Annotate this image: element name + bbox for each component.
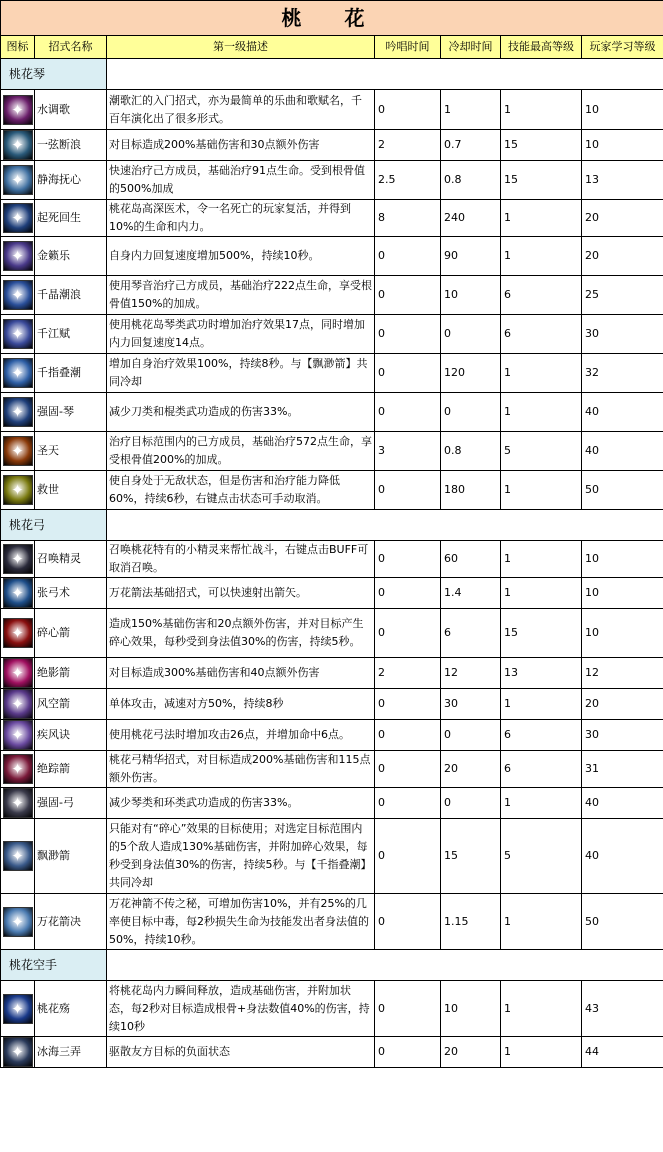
table-row xyxy=(1,981,663,1037)
skill-name: 万花箭决 xyxy=(35,894,107,950)
skill-name: 飘渺箭 xyxy=(35,819,107,894)
cast-time: 0 xyxy=(375,354,441,393)
max-skill-level: 1 xyxy=(501,894,582,950)
learn-level: 10 xyxy=(582,130,663,161)
cast-time: 8 xyxy=(375,200,441,237)
skill-name: 疾风诀 xyxy=(35,720,107,751)
skill-name: 千江赋 xyxy=(35,315,107,354)
cast-time: 0 xyxy=(375,471,441,510)
cooldown-time: 1.4 xyxy=(441,578,501,609)
cooldown-time: 0.8 xyxy=(441,432,501,471)
cooldown-time: 15 xyxy=(441,819,501,894)
skill-name: 救世 xyxy=(35,471,107,510)
icon-cell xyxy=(1,894,35,950)
icon-cell xyxy=(1,751,35,788)
learn-level: 40 xyxy=(582,393,663,432)
skill-description: 召唤桃花特有的小精灵来帮忙战斗，右键点击BUFF可取消召唤。 xyxy=(107,541,375,578)
table-row xyxy=(1,315,663,354)
pink-slash-icon[interactable]: ✦ xyxy=(3,658,33,688)
icon-cell xyxy=(1,393,35,432)
cast-time: 0 xyxy=(375,788,441,819)
cast-time: 0 xyxy=(375,541,441,578)
table-row xyxy=(1,751,663,788)
blue-strike-icon[interactable]: ✦ xyxy=(3,994,33,1024)
skill-name: 千晶潮浪 xyxy=(35,276,107,315)
skill-name: 水调歌 xyxy=(35,90,107,130)
whirlwind-icon[interactable]: ✦ xyxy=(3,720,33,750)
skill-name: 起死回生 xyxy=(35,200,107,237)
cooldown-time: 60 xyxy=(441,541,501,578)
skill-description: 治疗目标范围内的己方成员，基础治疗572点生命，享受根骨值200%的加成。 xyxy=(107,432,375,471)
max-skill-level: 1 xyxy=(501,354,582,393)
learn-level: 10 xyxy=(582,609,663,658)
max-skill-level: 13 xyxy=(501,658,582,689)
skill-description: 快速治疗己方成员，基础治疗91点生命。受到根骨值的500%加成 xyxy=(107,161,375,200)
wind-arrow-icon[interactable]: ✦ xyxy=(3,689,33,719)
table-row xyxy=(1,90,663,130)
learn-level: 30 xyxy=(582,720,663,751)
max-skill-level: 1 xyxy=(501,788,582,819)
max-skill-level: 1 xyxy=(501,237,582,276)
learn-level: 13 xyxy=(582,161,663,200)
cast-time: 2 xyxy=(375,130,441,161)
table-row xyxy=(1,541,663,578)
header-desc: 第一级描述 xyxy=(107,36,375,59)
skill-name: 桃花殇 xyxy=(35,981,107,1037)
header-cooldown: 冷却时间 xyxy=(441,36,501,59)
skill-name: 绝踪箭 xyxy=(35,751,107,788)
icon-cell xyxy=(1,432,35,471)
skill-name: 强固-琴 xyxy=(35,393,107,432)
table-row xyxy=(1,689,663,720)
cast-time: 0 xyxy=(375,315,441,354)
table-row xyxy=(1,130,663,161)
skill-description: 万花箭法基础招式，可以快速射出箭矢。 xyxy=(107,578,375,609)
skill-description: 桃花岛高深医术，令一名死亡的玩家复活，并得到10%的生命和内力。 xyxy=(107,200,375,237)
table-row xyxy=(1,1037,663,1068)
max-skill-level: 6 xyxy=(501,315,582,354)
learn-level: 10 xyxy=(582,578,663,609)
icon-cell xyxy=(1,161,35,200)
skill-description: 自身内力回复速度增加500%，持续10秒。 xyxy=(107,237,375,276)
cooldown-time: 20 xyxy=(441,751,501,788)
max-skill-level: 1 xyxy=(501,1037,582,1068)
max-skill-level: 15 xyxy=(501,609,582,658)
header-max-level: 技能最高等级 xyxy=(501,36,582,59)
crescent-icon[interactable]: ✦ xyxy=(3,788,33,818)
flame-icon[interactable]: ✦ xyxy=(3,436,33,466)
heal-wave-icon[interactable]: ✦ xyxy=(3,165,33,195)
skill-name: 圣天 xyxy=(35,432,107,471)
table-row xyxy=(1,788,663,819)
table-row xyxy=(1,658,663,689)
table-row xyxy=(1,819,663,894)
skill-description: 桃花弓精华招式，对目标造成200%基础伤害和115点额外伤害。 xyxy=(107,751,375,788)
skill-description: 增加自身治疗效果100%，持续8秒。与【飘渺箭】共同冷却 xyxy=(107,354,375,393)
cooldown-time: 6 xyxy=(441,609,501,658)
ice-arrow-icon[interactable]: ✦ xyxy=(3,907,33,937)
cooldown-time: 120 xyxy=(441,354,501,393)
cast-time: 0 xyxy=(375,689,441,720)
snowflake-icon[interactable]: ✦ xyxy=(3,544,33,574)
icon-cell xyxy=(1,130,35,161)
cooldown-time: 0 xyxy=(441,315,501,354)
page-title: 桃 花 xyxy=(1,1,663,36)
skill-description: 对目标造成200%基础伤害和30点额外伤害 xyxy=(107,130,375,161)
skill-name: 一弦断浪 xyxy=(35,130,107,161)
skill-description: 使用桃花岛琴类武功时增加治疗效果17点，同时增加内力回复速度14点。 xyxy=(107,315,375,354)
table-row xyxy=(1,161,663,200)
max-skill-level: 6 xyxy=(501,720,582,751)
learn-level: 10 xyxy=(582,90,663,130)
skill-description: 只能对有“碎心”效果的目标使用；对选定目标范围内的5个敌人造成130%基础伤害，并附加碎心效果，每秒受到身法值30%的伤害，持续5秒。与【千指叠潮】共同冷却 xyxy=(107,819,375,894)
cooldown-time: 10 xyxy=(441,276,501,315)
learn-level: 20 xyxy=(582,200,663,237)
max-skill-level: 6 xyxy=(501,751,582,788)
cooldown-time: 1.15 xyxy=(441,894,501,950)
icon-cell xyxy=(1,658,35,689)
learn-level: 44 xyxy=(582,1037,663,1068)
category-label: 桃花琴 xyxy=(1,59,107,90)
light-pillar-icon[interactable]: ✦ xyxy=(3,319,33,349)
cast-time: 3 xyxy=(375,432,441,471)
cast-time: 0 xyxy=(375,1037,441,1068)
max-skill-level: 1 xyxy=(501,90,582,130)
table-row xyxy=(1,237,663,276)
cooldown-time: 0 xyxy=(441,788,501,819)
icon-cell xyxy=(1,578,35,609)
icon-cell xyxy=(1,788,35,819)
skill-name: 碎心箭 xyxy=(35,609,107,658)
icon-cell xyxy=(1,981,35,1037)
skill-name: 金籁乐 xyxy=(35,237,107,276)
wave-slash-icon[interactable]: ✦ xyxy=(3,130,33,160)
skill-description: 使用桃花弓法时增加攻击26点，并增加命中6点。 xyxy=(107,720,375,751)
skill-description: 使用琴音治疗己方成员，基础治疗222点生命，享受根骨值150%的加成。 xyxy=(107,276,375,315)
max-skill-level: 15 xyxy=(501,161,582,200)
learn-level: 10 xyxy=(582,541,663,578)
max-skill-level: 1 xyxy=(501,689,582,720)
icon-cell xyxy=(1,90,35,130)
golden-seal-icon[interactable]: ✦ xyxy=(3,475,33,505)
sparkle-icon[interactable]: ✦ xyxy=(3,241,33,271)
shield-icon[interactable]: ✦ xyxy=(3,397,33,427)
table-row xyxy=(1,354,663,393)
cooldown-time: 90 xyxy=(441,237,501,276)
skill-name: 静海抚心 xyxy=(35,161,107,200)
table-row xyxy=(1,276,663,315)
cooldown-time: 0.7 xyxy=(441,130,501,161)
cast-time: 2 xyxy=(375,658,441,689)
learn-level: 40 xyxy=(582,819,663,894)
learn-level: 40 xyxy=(582,432,663,471)
learn-level: 40 xyxy=(582,788,663,819)
category-row xyxy=(1,950,663,981)
max-skill-level: 1 xyxy=(501,578,582,609)
icon-cell xyxy=(1,237,35,276)
table-row xyxy=(1,578,663,609)
music-note-icon[interactable]: ✦ xyxy=(3,95,33,125)
cooldown-time: 30 xyxy=(441,689,501,720)
category-filler xyxy=(107,510,663,541)
max-skill-level: 15 xyxy=(501,130,582,161)
archer-icon[interactable]: ✦ xyxy=(3,578,33,608)
max-skill-level: 1 xyxy=(501,393,582,432)
cast-time: 0 xyxy=(375,393,441,432)
cast-time: 0 xyxy=(375,276,441,315)
icon-cell xyxy=(1,541,35,578)
learn-level: 50 xyxy=(582,471,663,510)
frost-icon[interactable]: ✦ xyxy=(3,1037,33,1067)
icon-cell xyxy=(1,819,35,894)
category-label: 桃花弓 xyxy=(1,510,107,541)
category-row xyxy=(1,59,663,90)
icon-cell xyxy=(1,689,35,720)
max-skill-level: 1 xyxy=(501,541,582,578)
cast-time: 0 xyxy=(375,237,441,276)
cooldown-time: 10 xyxy=(441,981,501,1037)
skill-description: 使自身处于无敌状态，但是伤害和治疗能力降低60%，持续6秒，右键点击状态可手动取消。 xyxy=(107,471,375,510)
header-learn-level: 玩家学习等级 xyxy=(582,36,663,59)
icon-cell xyxy=(1,1037,35,1068)
cast-time: 0 xyxy=(375,90,441,130)
learn-level: 25 xyxy=(582,276,663,315)
cooldown-time: 12 xyxy=(441,658,501,689)
cast-time: 0 xyxy=(375,981,441,1037)
cast-time: 0 xyxy=(375,819,441,894)
skill-description: 对目标造成300%基础伤害和40点额外伤害 xyxy=(107,658,375,689)
cooldown-time: 0 xyxy=(441,393,501,432)
header-row xyxy=(1,36,663,59)
revive-figure-icon[interactable]: ✦ xyxy=(3,203,33,233)
table-row xyxy=(1,471,663,510)
learn-level: 31 xyxy=(582,751,663,788)
skill-description: 造成150%基础伤害和20点额外伤害，并对目标产生碎心效果，每秒受到身法值30%的伤害，持续5秒。 xyxy=(107,609,375,658)
table-row xyxy=(1,894,663,950)
cooldown-time: 240 xyxy=(441,200,501,237)
skill-name: 张弓术 xyxy=(35,578,107,609)
skill-name: 风空箭 xyxy=(35,689,107,720)
skill-name: 千指叠潮 xyxy=(35,354,107,393)
header-name: 招式名称 xyxy=(35,36,107,59)
cooldown-time: 1 xyxy=(441,90,501,130)
learn-level: 30 xyxy=(582,315,663,354)
skill-description: 潮歌汇的入门招式，亦为最简单的乐曲和歌赋名，千百年演化出了很多形式。 xyxy=(107,90,375,130)
skill-name: 绝影箭 xyxy=(35,658,107,689)
table-row xyxy=(1,393,663,432)
learn-level: 20 xyxy=(582,237,663,276)
skill-description: 将桃花岛内力瞬间释放，造成基础伤害，并附加状态，每2秒对目标造成根骨+身法数值40%的伤害，持续10秒 xyxy=(107,981,375,1037)
cooldown-time: 0 xyxy=(441,720,501,751)
icon-cell xyxy=(1,354,35,393)
red-arrow-icon[interactable]: ✦ xyxy=(3,618,33,648)
table-row xyxy=(1,432,663,471)
cast-time: 0 xyxy=(375,894,441,950)
skill-description: 万花神箭不传之秘，可增加伤害10%，并有25%的几率使目标中毒，每2秒损失生命为技能发出者身法值的50%，持续10秒。 xyxy=(107,894,375,950)
cooldown-time: 20 xyxy=(441,1037,501,1068)
skill-description: 减少琴类和环类武功造成的伤害33%。 xyxy=(107,788,375,819)
learn-level: 20 xyxy=(582,689,663,720)
hand-glow-icon[interactable]: ✦ xyxy=(3,358,33,388)
skill-description: 单体攻击，减速对方50%，持续8秒 xyxy=(107,689,375,720)
cooldown-time: 0.8 xyxy=(441,161,501,200)
max-skill-level: 5 xyxy=(501,819,582,894)
skill-name: 强固-弓 xyxy=(35,788,107,819)
skill-name: 冰海三弄 xyxy=(35,1037,107,1068)
skill-description: 驱散友方目标的负面状态 xyxy=(107,1037,375,1068)
title-row xyxy=(1,1,663,36)
category-filler xyxy=(107,59,663,90)
burst-arrow-icon[interactable]: ✦ xyxy=(3,754,33,784)
max-skill-level: 6 xyxy=(501,276,582,315)
icon-cell xyxy=(1,720,35,751)
header-cast: 吟唱时间 xyxy=(375,36,441,59)
cast-time: 0 xyxy=(375,578,441,609)
category-label: 桃花空手 xyxy=(1,950,107,981)
icon-cell xyxy=(1,200,35,237)
max-skill-level: 5 xyxy=(501,432,582,471)
learn-level: 32 xyxy=(582,354,663,393)
max-skill-level: 1 xyxy=(501,200,582,237)
max-skill-level: 1 xyxy=(501,471,582,510)
icon-cell xyxy=(1,609,35,658)
skill-description: 减少刀类和棍类武功造成的伤害33%。 xyxy=(107,393,375,432)
icon-cell xyxy=(1,315,35,354)
learn-level: 12 xyxy=(582,658,663,689)
learn-level: 43 xyxy=(582,981,663,1037)
cooldown-time: 180 xyxy=(441,471,501,510)
table-row xyxy=(1,200,663,237)
learn-level: 50 xyxy=(582,894,663,950)
crystal-wave-icon[interactable]: ✦ xyxy=(3,280,33,310)
category-filler xyxy=(107,950,663,981)
header-icon: 图标 xyxy=(1,36,35,59)
icon-cell xyxy=(1,471,35,510)
cast-time: 0 xyxy=(375,720,441,751)
cast-time: 0 xyxy=(375,751,441,788)
table-row xyxy=(1,609,663,658)
category-row xyxy=(1,510,663,541)
cast-time: 2.5 xyxy=(375,161,441,200)
cast-time: 0 xyxy=(375,609,441,658)
scatter-arrow-icon[interactable]: ✦ xyxy=(3,841,33,871)
icon-cell xyxy=(1,276,35,315)
max-skill-level: 1 xyxy=(501,981,582,1037)
skill-name: 召唤精灵 xyxy=(35,541,107,578)
table-row xyxy=(1,720,663,751)
